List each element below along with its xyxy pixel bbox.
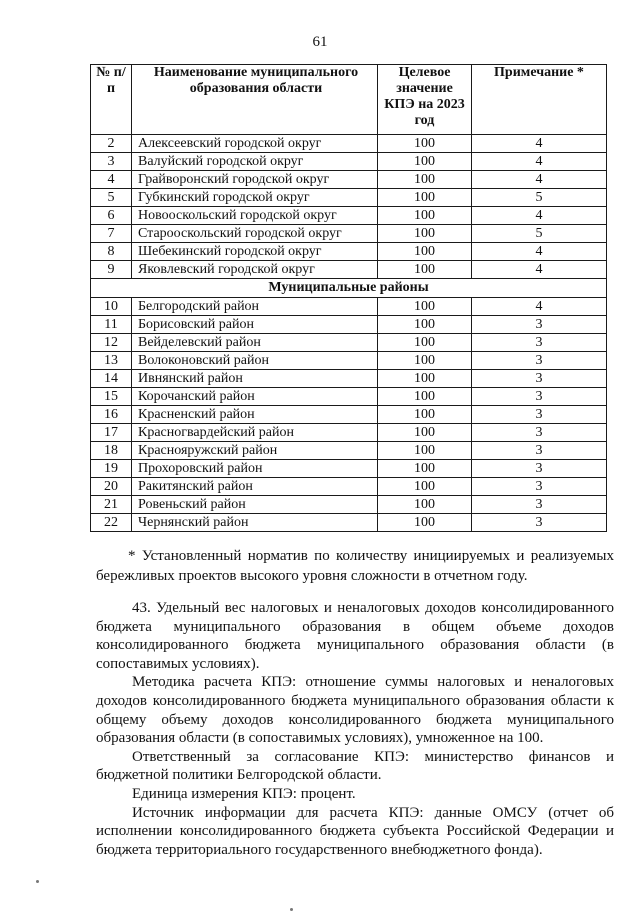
row-num: 21	[91, 496, 132, 514]
paragraph-method: Методика расчета КПЭ: отношение суммы налоговых и неналоговых доходов консолидированного бюджета муниципального образования области к общему объему доходов консолидированного бюджета муниципального образования области (в сопоставимых условиях), умноженное на 100.	[96, 674, 614, 747]
row-value: 100	[378, 352, 472, 370]
row-value: 100	[378, 243, 472, 261]
row-note: 4	[472, 135, 607, 153]
row-value: 100	[378, 478, 472, 496]
header-note: Примечание *	[472, 65, 607, 135]
row-name: Грайворонский городской округ	[132, 171, 378, 189]
row-name: Губкинский городской округ	[132, 189, 378, 207]
row-value: 100	[378, 460, 472, 478]
row-note: 3	[472, 352, 607, 370]
section-row	[91, 279, 607, 298]
row-value: 100	[378, 316, 472, 334]
row-note: 3	[472, 316, 607, 334]
table-row	[91, 153, 607, 171]
row-num: 16	[91, 406, 132, 424]
row-num: 22	[91, 514, 132, 532]
row-num: 18	[91, 442, 132, 460]
row-value: 100	[378, 135, 472, 153]
row-value: 100	[378, 496, 472, 514]
row-name: Ровеньский район	[132, 496, 378, 514]
table-row	[91, 207, 607, 225]
row-num: 2	[91, 135, 132, 153]
table-header-row	[91, 65, 607, 135]
row-note: 3	[472, 406, 607, 424]
scan-speck	[36, 880, 39, 883]
row-num: 4	[91, 171, 132, 189]
table-body-bottom	[91, 298, 607, 532]
footnote: * Установленный норматив по количеству инициируемых и реализуемых бережливых проектов высокого уровня сложности в отчетном году.	[96, 548, 614, 584]
row-num: 14	[91, 370, 132, 388]
paragraph-source: Источник информации для расчета КПЭ: данные ОМСУ (отчет об исполнении консолидированного бюджета субъекта Российской Федерации и бюджета территориального государственного внебюджетного фонда).	[96, 804, 614, 858]
row-value: 100	[378, 406, 472, 424]
row-name: Прохоровский район	[132, 460, 378, 478]
row-value: 100	[378, 153, 472, 171]
row-note: 4	[472, 171, 607, 189]
table-row	[91, 406, 607, 424]
row-value: 100	[378, 514, 472, 532]
row-note: 3	[472, 478, 607, 496]
row-name: Яковлевский городской округ	[132, 261, 378, 279]
page-number: 61	[312, 34, 328, 50]
row-name: Шебекинский городской округ	[132, 243, 378, 261]
row-note: 4	[472, 298, 607, 316]
table-row	[91, 478, 607, 496]
row-value: 100	[378, 171, 472, 189]
table-row	[91, 261, 607, 279]
row-num: 17	[91, 424, 132, 442]
row-num: 13	[91, 352, 132, 370]
row-name: Старооскольский городской округ	[132, 225, 378, 243]
row-num: 12	[91, 334, 132, 352]
row-name: Корочанский район	[132, 388, 378, 406]
row-note: 3	[472, 424, 607, 442]
table-row	[91, 514, 607, 532]
row-name: Чернянский район	[132, 514, 378, 532]
row-name: Ракитянский район	[132, 478, 378, 496]
row-num: 5	[91, 189, 132, 207]
row-note: 4	[472, 153, 607, 171]
row-name: Красногвардейский район	[132, 424, 378, 442]
row-value: 100	[378, 189, 472, 207]
paragraph-title: 43. Удельный вес налоговых и неналоговых доходов консолидированного бюджета муниципального образования в общем объеме доходов консолидированного бюджета муниципального образования области (в сопоставимых условиях).	[96, 600, 614, 672]
row-note: 3	[472, 442, 607, 460]
scan-speck	[290, 908, 293, 911]
table-row	[91, 298, 607, 316]
row-name: Ивнянский район	[132, 370, 378, 388]
row-note: 3	[472, 496, 607, 514]
row-name: Красненский район	[132, 406, 378, 424]
row-note: 4	[472, 261, 607, 279]
row-name: Волоконовский район	[132, 352, 378, 370]
table-section	[91, 279, 607, 298]
table-row	[91, 460, 607, 478]
row-note: 3	[472, 460, 607, 478]
row-name: Борисовский район	[132, 316, 378, 334]
row-name: Белгородский район	[132, 298, 378, 316]
row-value: 100	[378, 424, 472, 442]
table-row	[91, 496, 607, 514]
row-value: 100	[378, 207, 472, 225]
body-text	[96, 599, 614, 859]
row-num: 7	[91, 225, 132, 243]
row-num: 6	[91, 207, 132, 225]
row-num: 9	[91, 261, 132, 279]
row-num: 10	[91, 298, 132, 316]
row-value: 100	[378, 334, 472, 352]
row-note: 4	[472, 243, 607, 261]
table-row	[91, 225, 607, 243]
row-name: Вейделевский район	[132, 334, 378, 352]
row-name: Новооскольский городской округ	[132, 207, 378, 225]
table-row	[91, 352, 607, 370]
row-num: 8	[91, 243, 132, 261]
row-value: 100	[378, 298, 472, 316]
kpe-table	[90, 64, 607, 532]
row-note: 5	[472, 225, 607, 243]
row-name: Алексеевский городской округ	[132, 135, 378, 153]
row-num: 15	[91, 388, 132, 406]
row-note: 3	[472, 334, 607, 352]
table-row	[91, 135, 607, 153]
table-row	[91, 424, 607, 442]
table-row	[91, 243, 607, 261]
row-note: 5	[472, 189, 607, 207]
row-value: 100	[378, 261, 472, 279]
row-num: 19	[91, 460, 132, 478]
table-row	[91, 189, 607, 207]
header-num: № п/п	[91, 65, 132, 135]
row-name: Краснояружский район	[132, 442, 378, 460]
row-note: 3	[472, 514, 607, 532]
section-title: Муниципальные районы	[91, 279, 607, 298]
table-row	[91, 370, 607, 388]
row-note: 4	[472, 207, 607, 225]
row-value: 100	[378, 225, 472, 243]
header-name: Наименование муниципального образования области	[132, 65, 378, 135]
paragraph-responsible: Ответственный за согласование КПЭ: министерство финансов и бюджетной политики Белгородской области.	[96, 748, 614, 784]
row-value: 100	[378, 442, 472, 460]
row-value: 100	[378, 388, 472, 406]
table-row	[91, 316, 607, 334]
table-row	[91, 171, 607, 189]
table-row	[91, 388, 607, 406]
row-value: 100	[378, 370, 472, 388]
row-num: 3	[91, 153, 132, 171]
row-num: 11	[91, 316, 132, 334]
header-value: Целевое значение КПЭ на 2023 год	[378, 65, 472, 135]
paragraph-unit: Единица измерения КПЭ: процент.	[132, 785, 356, 802]
row-num: 20	[91, 478, 132, 496]
row-note: 3	[472, 370, 607, 388]
table-row	[91, 334, 607, 352]
row-name: Валуйский городской округ	[132, 153, 378, 171]
row-note: 3	[472, 388, 607, 406]
table-row	[91, 442, 607, 460]
table-body-top	[91, 135, 607, 279]
